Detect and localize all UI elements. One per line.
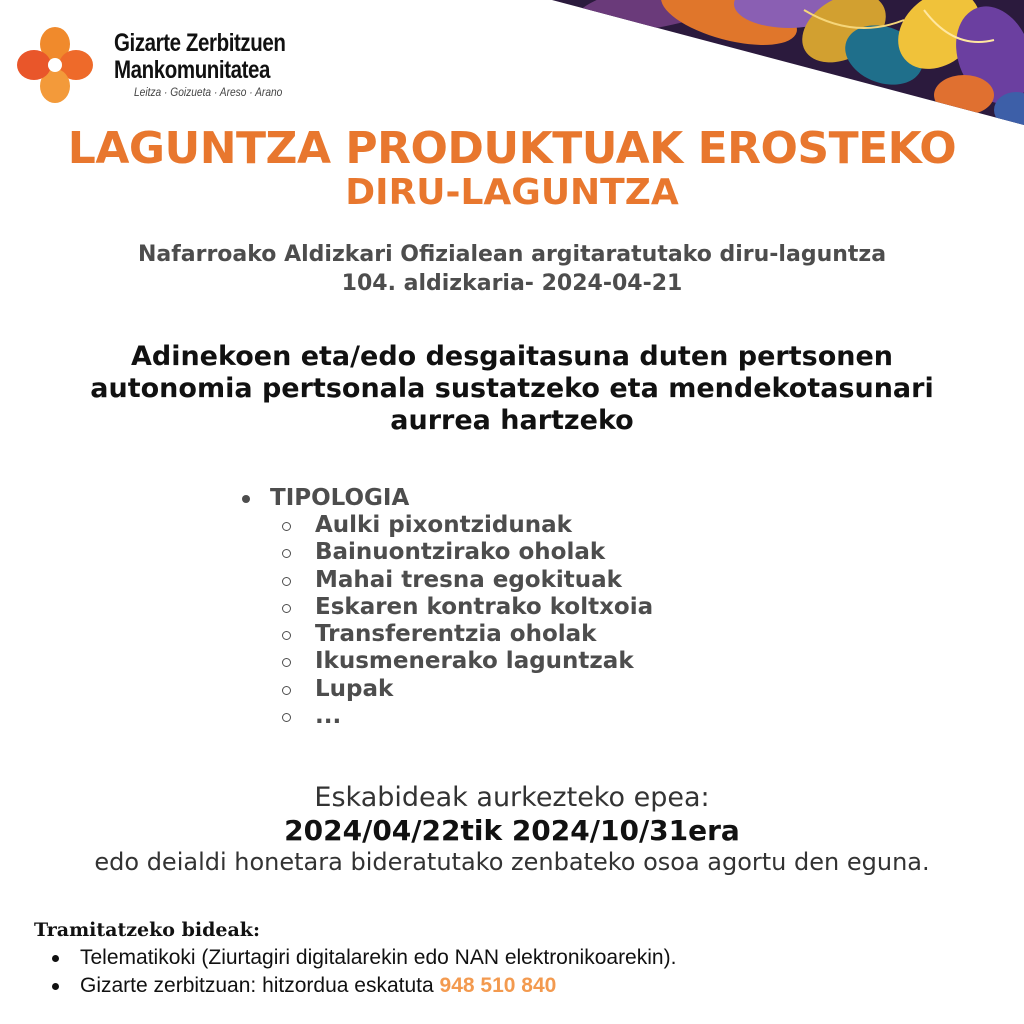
deadline-dates: 2024/04/22tik 2024/10/31era: [284, 814, 740, 847]
typology-item: Lupak: [315, 676, 653, 703]
typology-item: Mahai tresna egokituak: [315, 567, 653, 594]
phone-number[interactable]: 948 510 840: [439, 974, 557, 997]
procedure-item-online: Telematikoki (Ziurtagiri digitalarekin edo NAN elektronikoarekin).: [80, 944, 676, 972]
procedure-list: [34, 944, 676, 1000]
publication-info-line1: Nafarroako Aldizkari Ofizialean argitaratutako diru-laguntza: [137, 242, 887, 267]
typology-item: Ikusmenerako laguntzak: [315, 648, 653, 675]
procedure-item-in-person-text: Gizarte zerbitzuan: hitzordua eskatuta: [80, 974, 440, 997]
purpose-line1: Adinekoen eta/edo desgaitasuna duten pertsonen: [130, 341, 893, 372]
organization-name-line2: Mankomunitatea: [114, 56, 271, 84]
purpose-line3: aurrea hartzeko: [390, 405, 634, 436]
typology-heading: TIPOLOGIA: [242, 484, 653, 512]
typology-list: [242, 512, 653, 730]
organization-towns: Leitza · Goizueta · Areso · Arano: [134, 85, 283, 99]
colorful-leaves-corner-image: [524, 0, 1024, 125]
organization-name: [114, 30, 323, 99]
main-title-line2: DIRU-LAGUNTZA: [345, 172, 679, 213]
typology-item: Eskaren kontrako koltxoia: [315, 593, 654, 620]
four-petal-flower-logo-icon: [16, 26, 94, 104]
publication-info-line2: 104. aldizkaria- 2024-04-21: [341, 271, 683, 296]
deadline-note: edo deialdi honetara bideratutako zenbateko osoa agortu den eguna.: [94, 848, 930, 876]
procedure-title: Tramitatzeko bideak:: [34, 919, 260, 941]
deadline-label: Eskabideak aurkezteko epea:: [314, 782, 710, 813]
publication-info: [0, 240, 1024, 298]
procedure-item-in-person: [80, 972, 676, 1000]
main-title-line1: LAGUNTZA PRODUKTUAK EROSTEKO: [67, 123, 957, 174]
organization-name-line1: Gizarte Zerbitzuen: [114, 29, 286, 57]
typology-section: [242, 484, 653, 730]
typology-item: Bainuontzirako oholak: [315, 539, 653, 566]
typology-item: Aulki pixontzidunak: [315, 512, 653, 539]
procedure-section: [34, 916, 676, 1000]
typology-item: ...: [315, 703, 653, 730]
purpose-line2: autonomia pertsonala sustatzeko eta mendekotasunari: [90, 373, 934, 404]
typology-item: Transferentzia oholak: [315, 621, 653, 648]
purpose-statement: [0, 341, 1024, 437]
